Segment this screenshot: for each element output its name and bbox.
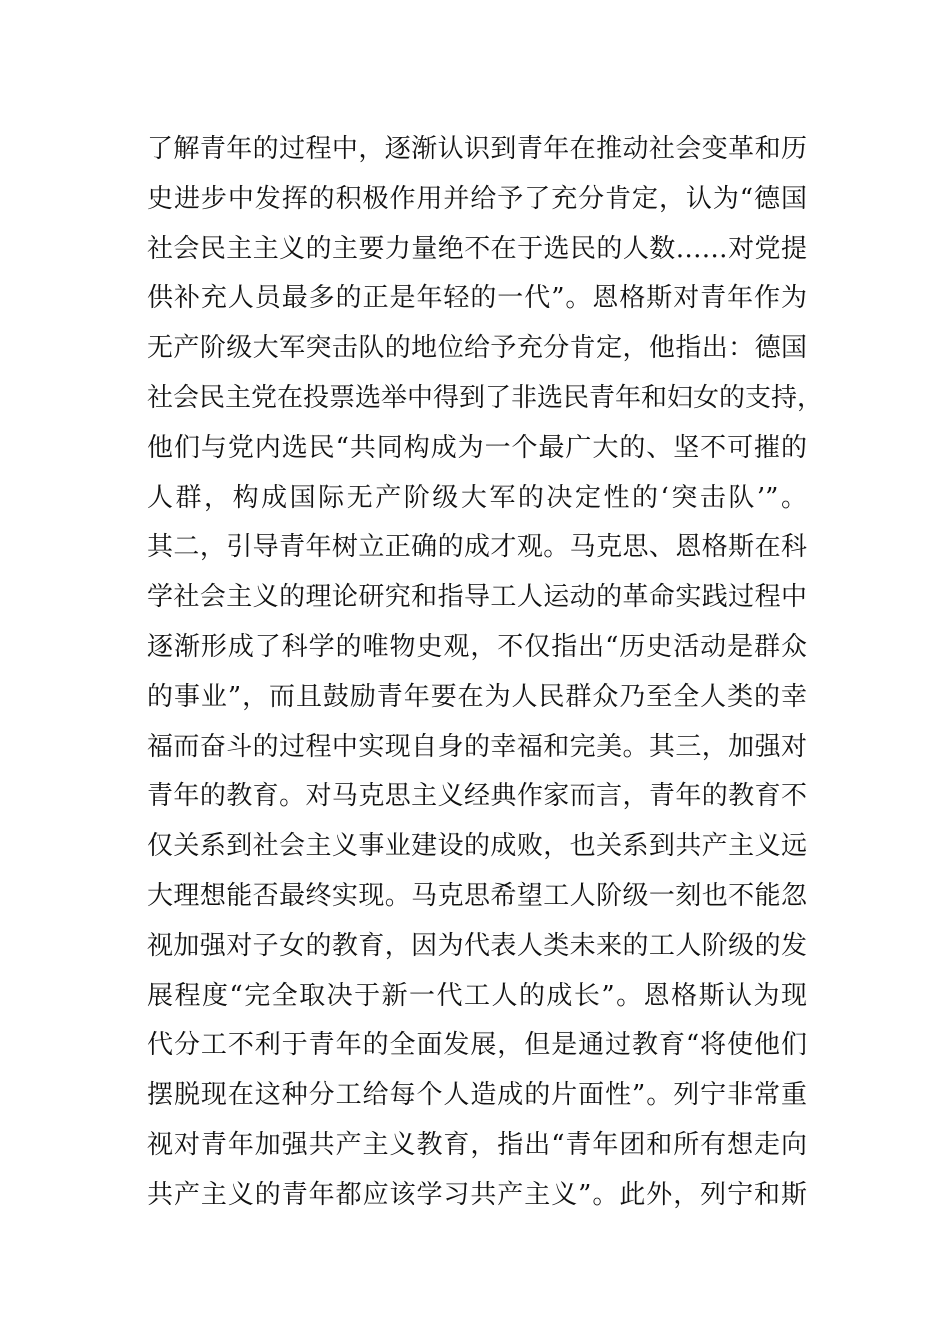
text-line: 社会民主主义的主要力量绝不在于选民的人数……对党提 [147, 233, 807, 264]
text-line: 社会民主党在投票选举中得到了非选民青年和妇女的支持， [147, 382, 824, 413]
text-line: 史进步中发挥的积极作用并给予了充分肯定，认为“德国 [147, 183, 807, 214]
text-line: 逐渐形成了科学的唯物史观，不仅指出“历史活动是群众 [147, 631, 807, 662]
text-line: 他们与党内选民“共同构成为一个最广大的、坚不可摧的 [147, 432, 807, 463]
text-line: 人群，构成国际无产阶级大军的决定性的‘突击队’”。 [147, 482, 807, 513]
text-line: 了解青年的过程中，逐渐认识到青年在推动社会变革和历 [147, 134, 807, 164]
text-line: 视加强对子女的教育，因为代表人类未来的工人阶级的发 [147, 930, 807, 961]
text-line: 学社会主义的理论研究和指导工人运动的革命实践过程中 [147, 582, 807, 613]
text-line: 共产主义的青年都应该学习共产主义”。此外，列宁和斯 [147, 1179, 807, 1210]
body-text [147, 125, 824, 1221]
text-line: 摆脱现在这种分工给每个人造成的片面性”。列宁非常重 [147, 1080, 807, 1111]
text-line: 仅关系到社会主义事业建设的成败，也关系到共产主义远 [147, 831, 807, 862]
text-line: 代分工不利于青年的全面发展，但是通过教育“将使他们 [147, 1030, 807, 1061]
text-line: 大理想能否最终实现。马克思希望工人阶级一刻也不能忽 [147, 880, 807, 911]
text-line: 青年的教育。对马克思主义经典作家而言，青年的教育不 [147, 781, 807, 812]
text-line: 供补充人员最多的正是年轻的一代”。恩格斯对青年作为 [147, 283, 807, 314]
text-line: 展程度“完全取决于新一代工人的成长”。恩格斯认为现 [147, 980, 807, 1011]
text-line: 其二，引导青年树立正确的成才观。马克思、恩格斯在科 [147, 532, 807, 563]
text-line: 无产阶级大军突击队的地位给予充分肯定，他指出：德国 [147, 333, 807, 364]
text-line: 视对青年加强共产主义教育，指出“青年团和所有想走向 [147, 1129, 807, 1160]
text-line: 的事业”，而且鼓励青年要在为人民群众乃至全人类的幸 [147, 681, 807, 712]
text-line: 福而奋斗的过程中实现自身的幸福和完美。其三，加强对 [147, 731, 807, 762]
